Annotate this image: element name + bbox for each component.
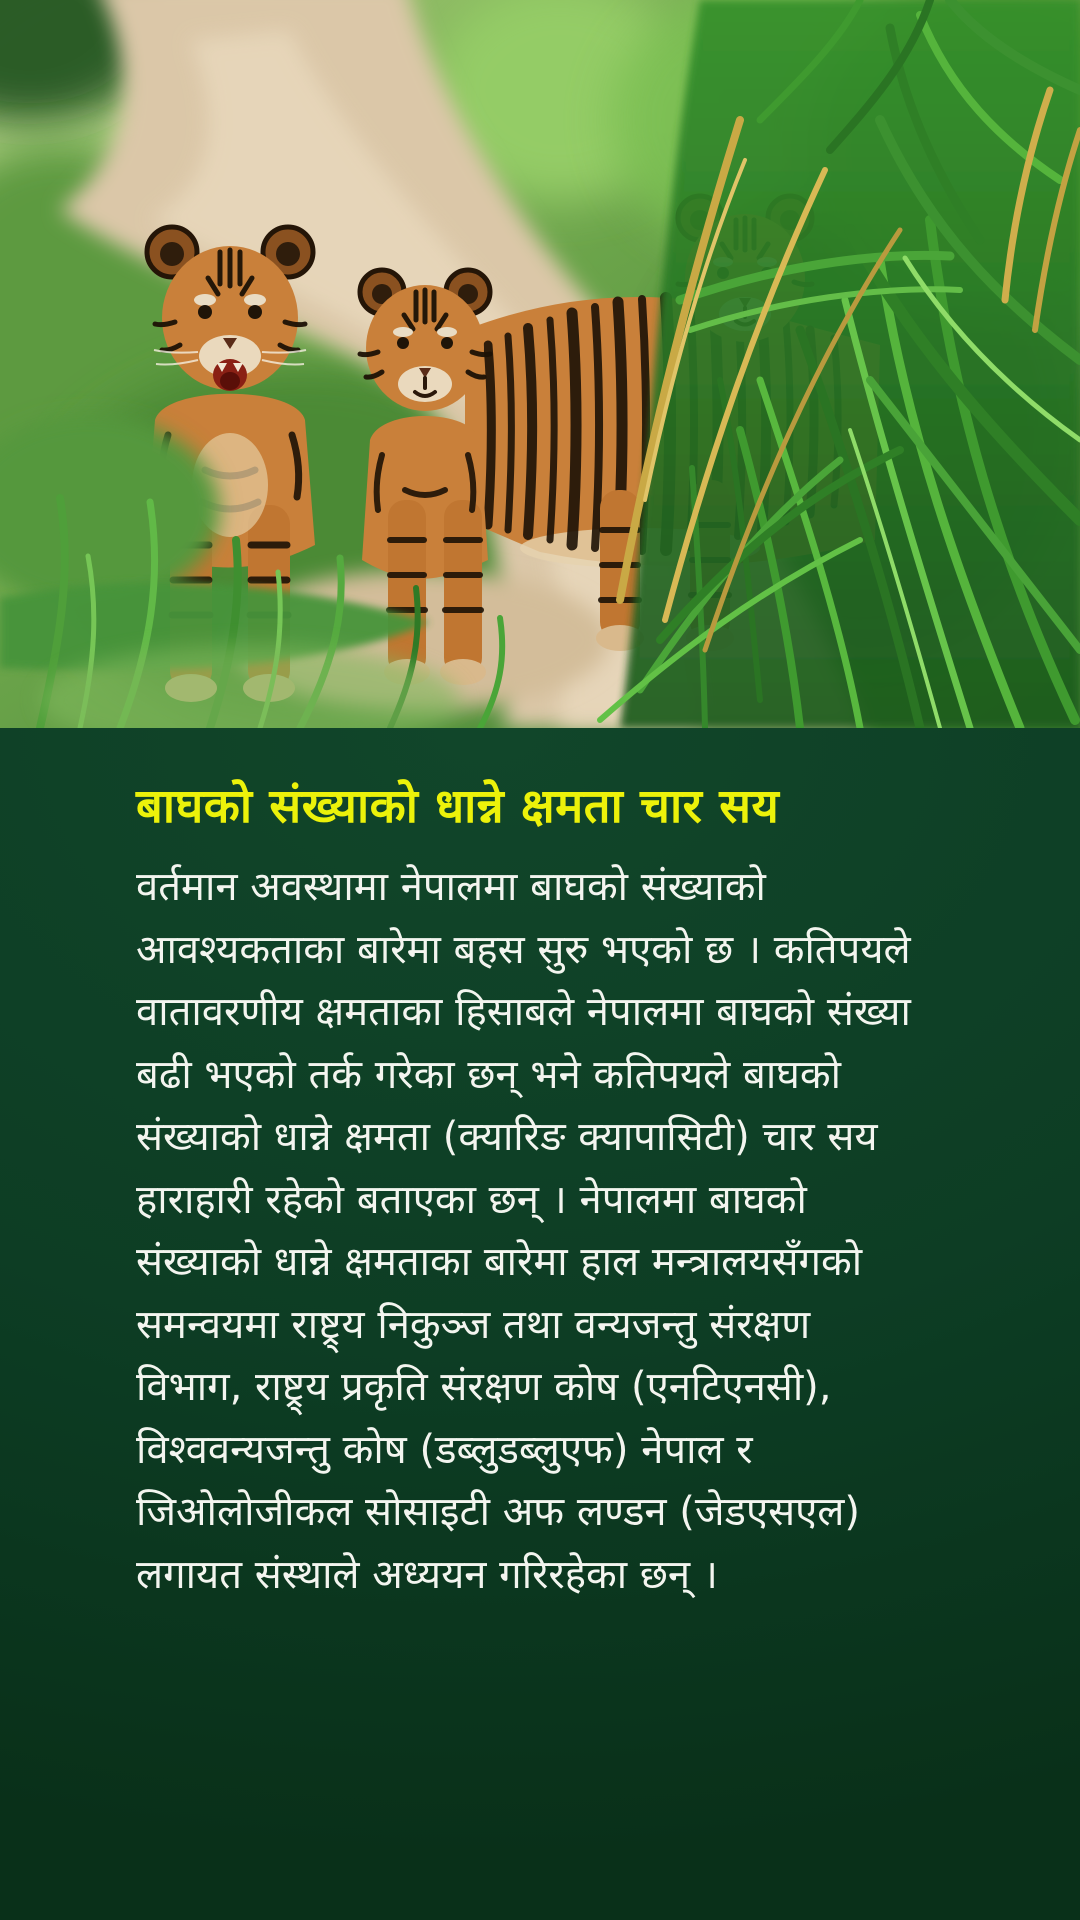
headline: बाघको संख्याको धान्ने क्षमता चार सय [136, 779, 780, 834]
body-line: संख्याको धान्ने क्षमताका बारेमा हाल मन्त्रालयसँगको [136, 1239, 863, 1285]
body-line: वातावरणीय क्षमताका हिसाबले नेपालमा बाघको संख्या [136, 989, 911, 1035]
article-body [136, 856, 1000, 1606]
body-line: हाराहारी रहेको बताएका छन् । नेपालमा बाघको [136, 1176, 807, 1223]
body-line: विश्ववन्यजन्तु कोष (डब्लुडब्लुएफ) नेपाल र [136, 1426, 753, 1473]
body-line: जिओलोजीकल सोसाइटी अफ लण्डन (जेडएसएल) [136, 1489, 860, 1535]
body-line: बढी भएको तर्क गरेका छन् भने कतिपयले बाघको [136, 1051, 841, 1098]
body-line: विभाग, राष्ट्र्य प्रकृति संरक्षण कोष (एनटिएनसी), [136, 1364, 832, 1410]
body-line: संख्याको धान्ने क्षमता (क्यारिङ क्यापासिटी) चार सय [136, 1114, 878, 1160]
tiger-photo-illustration [0, 0, 1080, 728]
tiger-photo [0, 0, 1080, 728]
body-line: वर्तमान अवस्थामा नेपालमा बाघको संख्याको [136, 864, 766, 910]
body-line: समन्वयमा राष्ट्र्य निकुञ्ज तथा वन्यजन्तु संरक्षण [136, 1301, 811, 1348]
article-panel [0, 728, 1080, 1920]
body-line: आवश्यकताका बारेमा बहस सुरु भएको छ । कतिपयले [136, 926, 911, 973]
body-line: लगायत संस्थाले अध्ययन गरिरहेका छन् । [136, 1551, 718, 1598]
